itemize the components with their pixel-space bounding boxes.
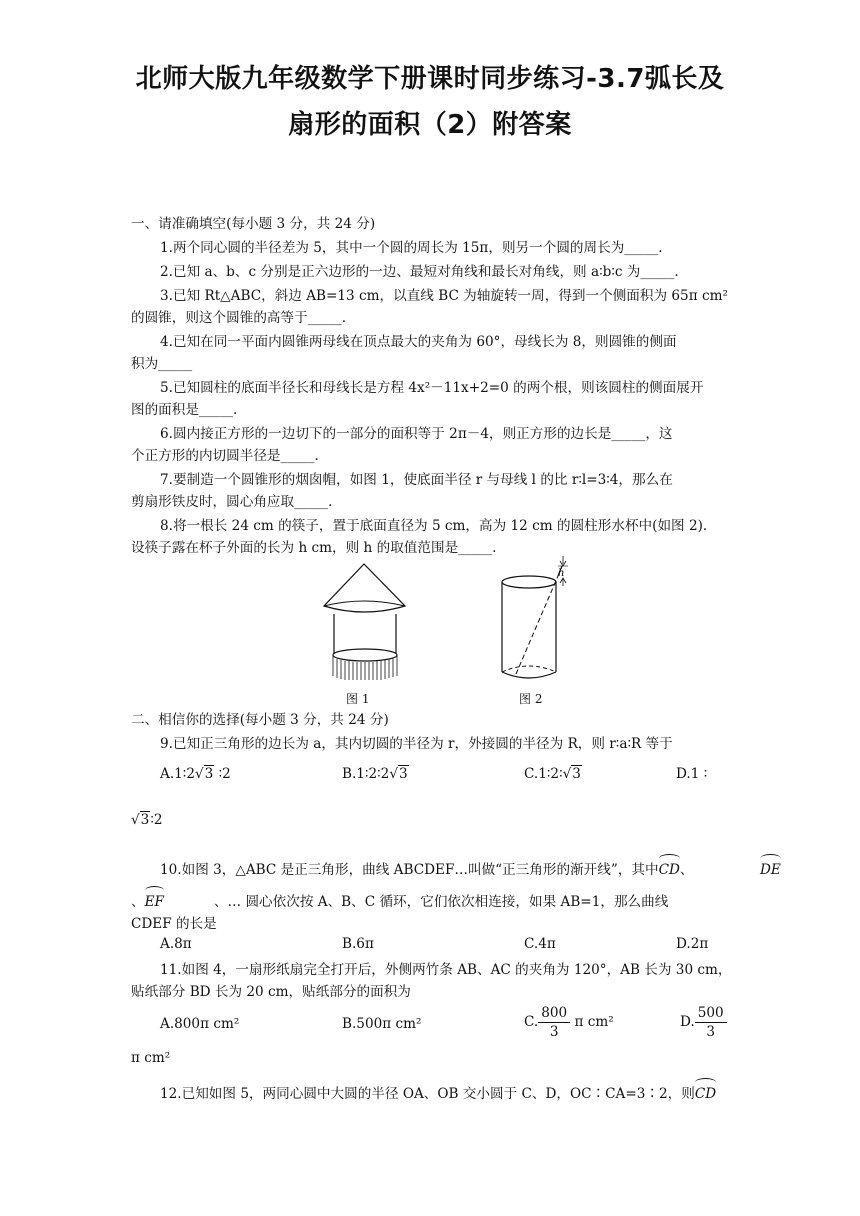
section-2-heading: 二、相信你的选择(每小题 3 分，共 24 分): [131, 712, 389, 728]
question-11-option-d-continued: π cm²: [131, 1050, 171, 1066]
figure-1-chimney-cap: [318, 558, 413, 688]
question-5-line-2: 图的面积是_____.: [131, 402, 238, 418]
question-3-line-2: 的圆锥，则这个圆锥的高等于_____.: [131, 310, 347, 326]
question-10-option-c: C.4π: [524, 936, 556, 952]
question-11-line-1: 11.如图 4，一扇形纸扇完全打开后，外侧两竹条 AB、AC 的夹角为 120°，AB 长为 30 cm，: [160, 962, 732, 978]
question-10-line-3: CDEF 的长是: [131, 916, 217, 932]
question-3-line-1: 3.已知 Rt△ABC，斜边 AB=13 cm，以直线 BC 为轴旋转一周，得到一个侧面积为 65π cm²: [160, 288, 728, 304]
page-title-line-1: 北师大版九年级数学下册课时同步练习-3.7弧长及: [135, 64, 725, 94]
question-9: 9.已知正三角形的边长为 a，其内切圆的半径为 r，外接圆的半径为 R，则 r∶a∶R 等于: [160, 736, 673, 752]
figure-1-caption: 图 1: [346, 692, 370, 706]
question-8-line-1: 8.将一根长 24 cm 的筷子，置于底面直径为 5 cm，高为 12 cm 的圆柱形水杯中(如图 2).: [160, 518, 708, 534]
question-6-line-1: 6.圆内接正方形的一边切下的一部分的面积等于 2π－4，则正方形的边长是_____，这: [160, 426, 673, 442]
question-11-option-c: C. $\frac{800}{3}$ π cm²: [524, 1005, 614, 1040]
figure-2-cup-chopstick: [496, 554, 576, 686]
page-title-line-2: 扇形的面积（2）附答案: [288, 110, 572, 140]
figure-2-caption: 图 2: [519, 692, 543, 706]
question-11-option-b: B.500π cm²: [342, 1016, 422, 1032]
question-10-arc-de: DE: [760, 862, 781, 878]
question-9-option-d-continued: √3∶2: [131, 812, 163, 828]
figure-2-h-label: h: [558, 568, 565, 579]
question-10-line-2: 、EF 、… 圆心依次按 A、B、C 循环，它们依次相连接，如果 AB=1，那么曲线: [131, 894, 669, 910]
question-8-line-2: 设筷子露在杯子外面的长为 h cm，则 h 的取值范围是_____.: [131, 540, 497, 556]
question-9-option-b: B.1∶2∶2√3: [342, 766, 408, 782]
question-4-line-1: 4.已知在同一平面内圆锥两母线在顶点最大的夹角为 60°，母线长为 8，则圆锥的侧面: [160, 334, 677, 350]
question-9-option-a: A.1∶2√3 ∶2: [160, 766, 231, 782]
question-11-option-a: A.800π cm²: [160, 1016, 240, 1032]
question-4-line-2: 积为_____: [131, 356, 193, 372]
question-9-option-c: C.1∶2∶√3: [524, 766, 581, 782]
question-11-line-2: 贴纸部分 BD 长为 20 cm，贴纸部分的面积为: [131, 984, 411, 1000]
question-7-line-1: 7.要制造一个圆锥形的烟囱帽，如图 1，使底面半径 r 与母线 l 的比 r∶l=3∶4，那么在: [160, 472, 673, 488]
question-11-option-d: D. $\frac{500}{3}$: [680, 1004, 727, 1041]
question-10-option-a: A.8π: [160, 936, 192, 952]
question-6-line-2: 个正方形的内切圆半径是_____.: [131, 448, 319, 464]
question-10-option-b: B.6π: [342, 936, 374, 952]
question-2: 2.已知 a、b、c 分别是正六边形的一边、最短对角线和最长对角线，则 a∶b∶c 为_____.: [160, 264, 679, 280]
question-7-line-2: 剪扇形铁皮时，圆心角应取_____.: [131, 494, 333, 510]
question-1: 1.两个同心圆的半径差为 5，其中一个圆的周长为 15π，则另一个圆的周长为_____.: [160, 240, 663, 256]
question-12-line-1: 12.已知如图 5，两同心圆中大圆的半径 OA、OB 交小圆于 C、D，OC∶CA=3∶2，则CD: [160, 1086, 717, 1102]
question-10-line-1: 10.如图 3，△ABC 是正三角形，曲线 ABCDEF…叫做“正三角形的渐开线”，其中CD、: [160, 862, 694, 878]
section-1-heading: 一、请准确填空(每小题 3 分，共 24 分): [131, 216, 376, 232]
question-5-line-1: 5.已知圆柱的底面半径长和母线长是方程 4x²－11x+2=0 的两个根，则该圆柱的侧面展开: [160, 380, 704, 396]
question-9-option-d: D.1 ∶: [676, 766, 708, 782]
question-10-option-d: D.2π: [676, 936, 709, 952]
